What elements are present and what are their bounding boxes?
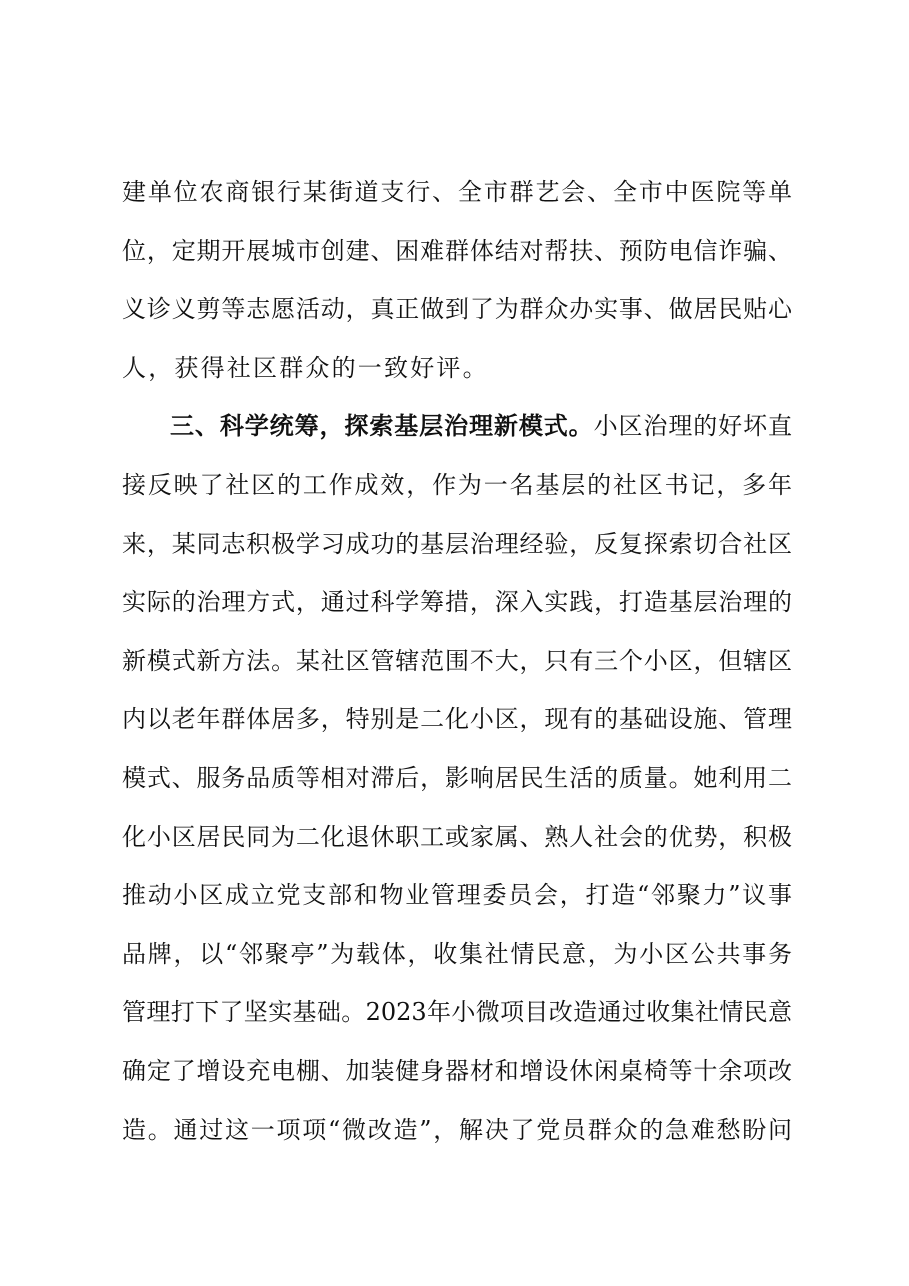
paragraph-line: 推动小区成立党支部和物业管理委员会，打造“邻聚力”议事 (122, 881, 792, 910)
paragraph-line: 管理打下了坚实基础。2023年小微项目改造通过收集社情民意 (122, 998, 792, 1027)
paragraph-line: 化小区居民同为二化退休职工或家属、熟人社会的优势，积极 (122, 822, 792, 851)
paragraph-line: 实际的治理方式，通过科学筹措，深入实践，打造基层治理的 (122, 588, 792, 617)
paragraph-line: 模式、服务品质等相对滞后，影响居民生活的质量。她利用二 (122, 763, 792, 792)
paragraph-line: 造。通过这一项项“微改造”，解决了党员群众的急难愁盼问 (122, 1115, 792, 1144)
heading-line-text: 小区治理的好坏直 (593, 412, 792, 441)
paragraph-line: 义诊义剪等志愿活动，真正做到了为群众办实事、做居民贴心 (122, 295, 792, 324)
paragraph-line: 接反映了社区的工作成效，作为一名基层的社区书记，多年 (122, 470, 792, 499)
paragraph-line: 来，某同志积极学习成功的基层治理经验，反复探索切合社区 (122, 529, 792, 558)
paragraph-line: 新模式新方法。某社区管辖范围不大，只有三个小区，但辖区 (122, 646, 792, 675)
paragraph-line: 建单位农商银行某街道支行、全市群艺会、全市中医院等单 (122, 178, 792, 206)
paragraph-line: 品牌，以“邻聚亭”为载体，收集社情民意，为小区公共事务 (122, 939, 792, 968)
section-heading-line (122, 397, 792, 456)
section-heading: 三、科学统筹，探索基层治理新模式。 (170, 411, 594, 441)
paragraph-line: 确定了增设充电棚、加装健身器材和增设休闲桌椅等十余项改 (122, 1056, 792, 1085)
paragraph-line: 内以老年群体居多，特别是二化小区，现有的基础设施、管理 (122, 705, 792, 734)
paragraph-line: 位，定期开展城市创建、困难群体结对帮扶、预防电信诈骗、 (122, 236, 792, 265)
document-body (122, 163, 792, 1159)
paragraph-line: 人，获得社区群众的一致好评。 (122, 353, 489, 382)
